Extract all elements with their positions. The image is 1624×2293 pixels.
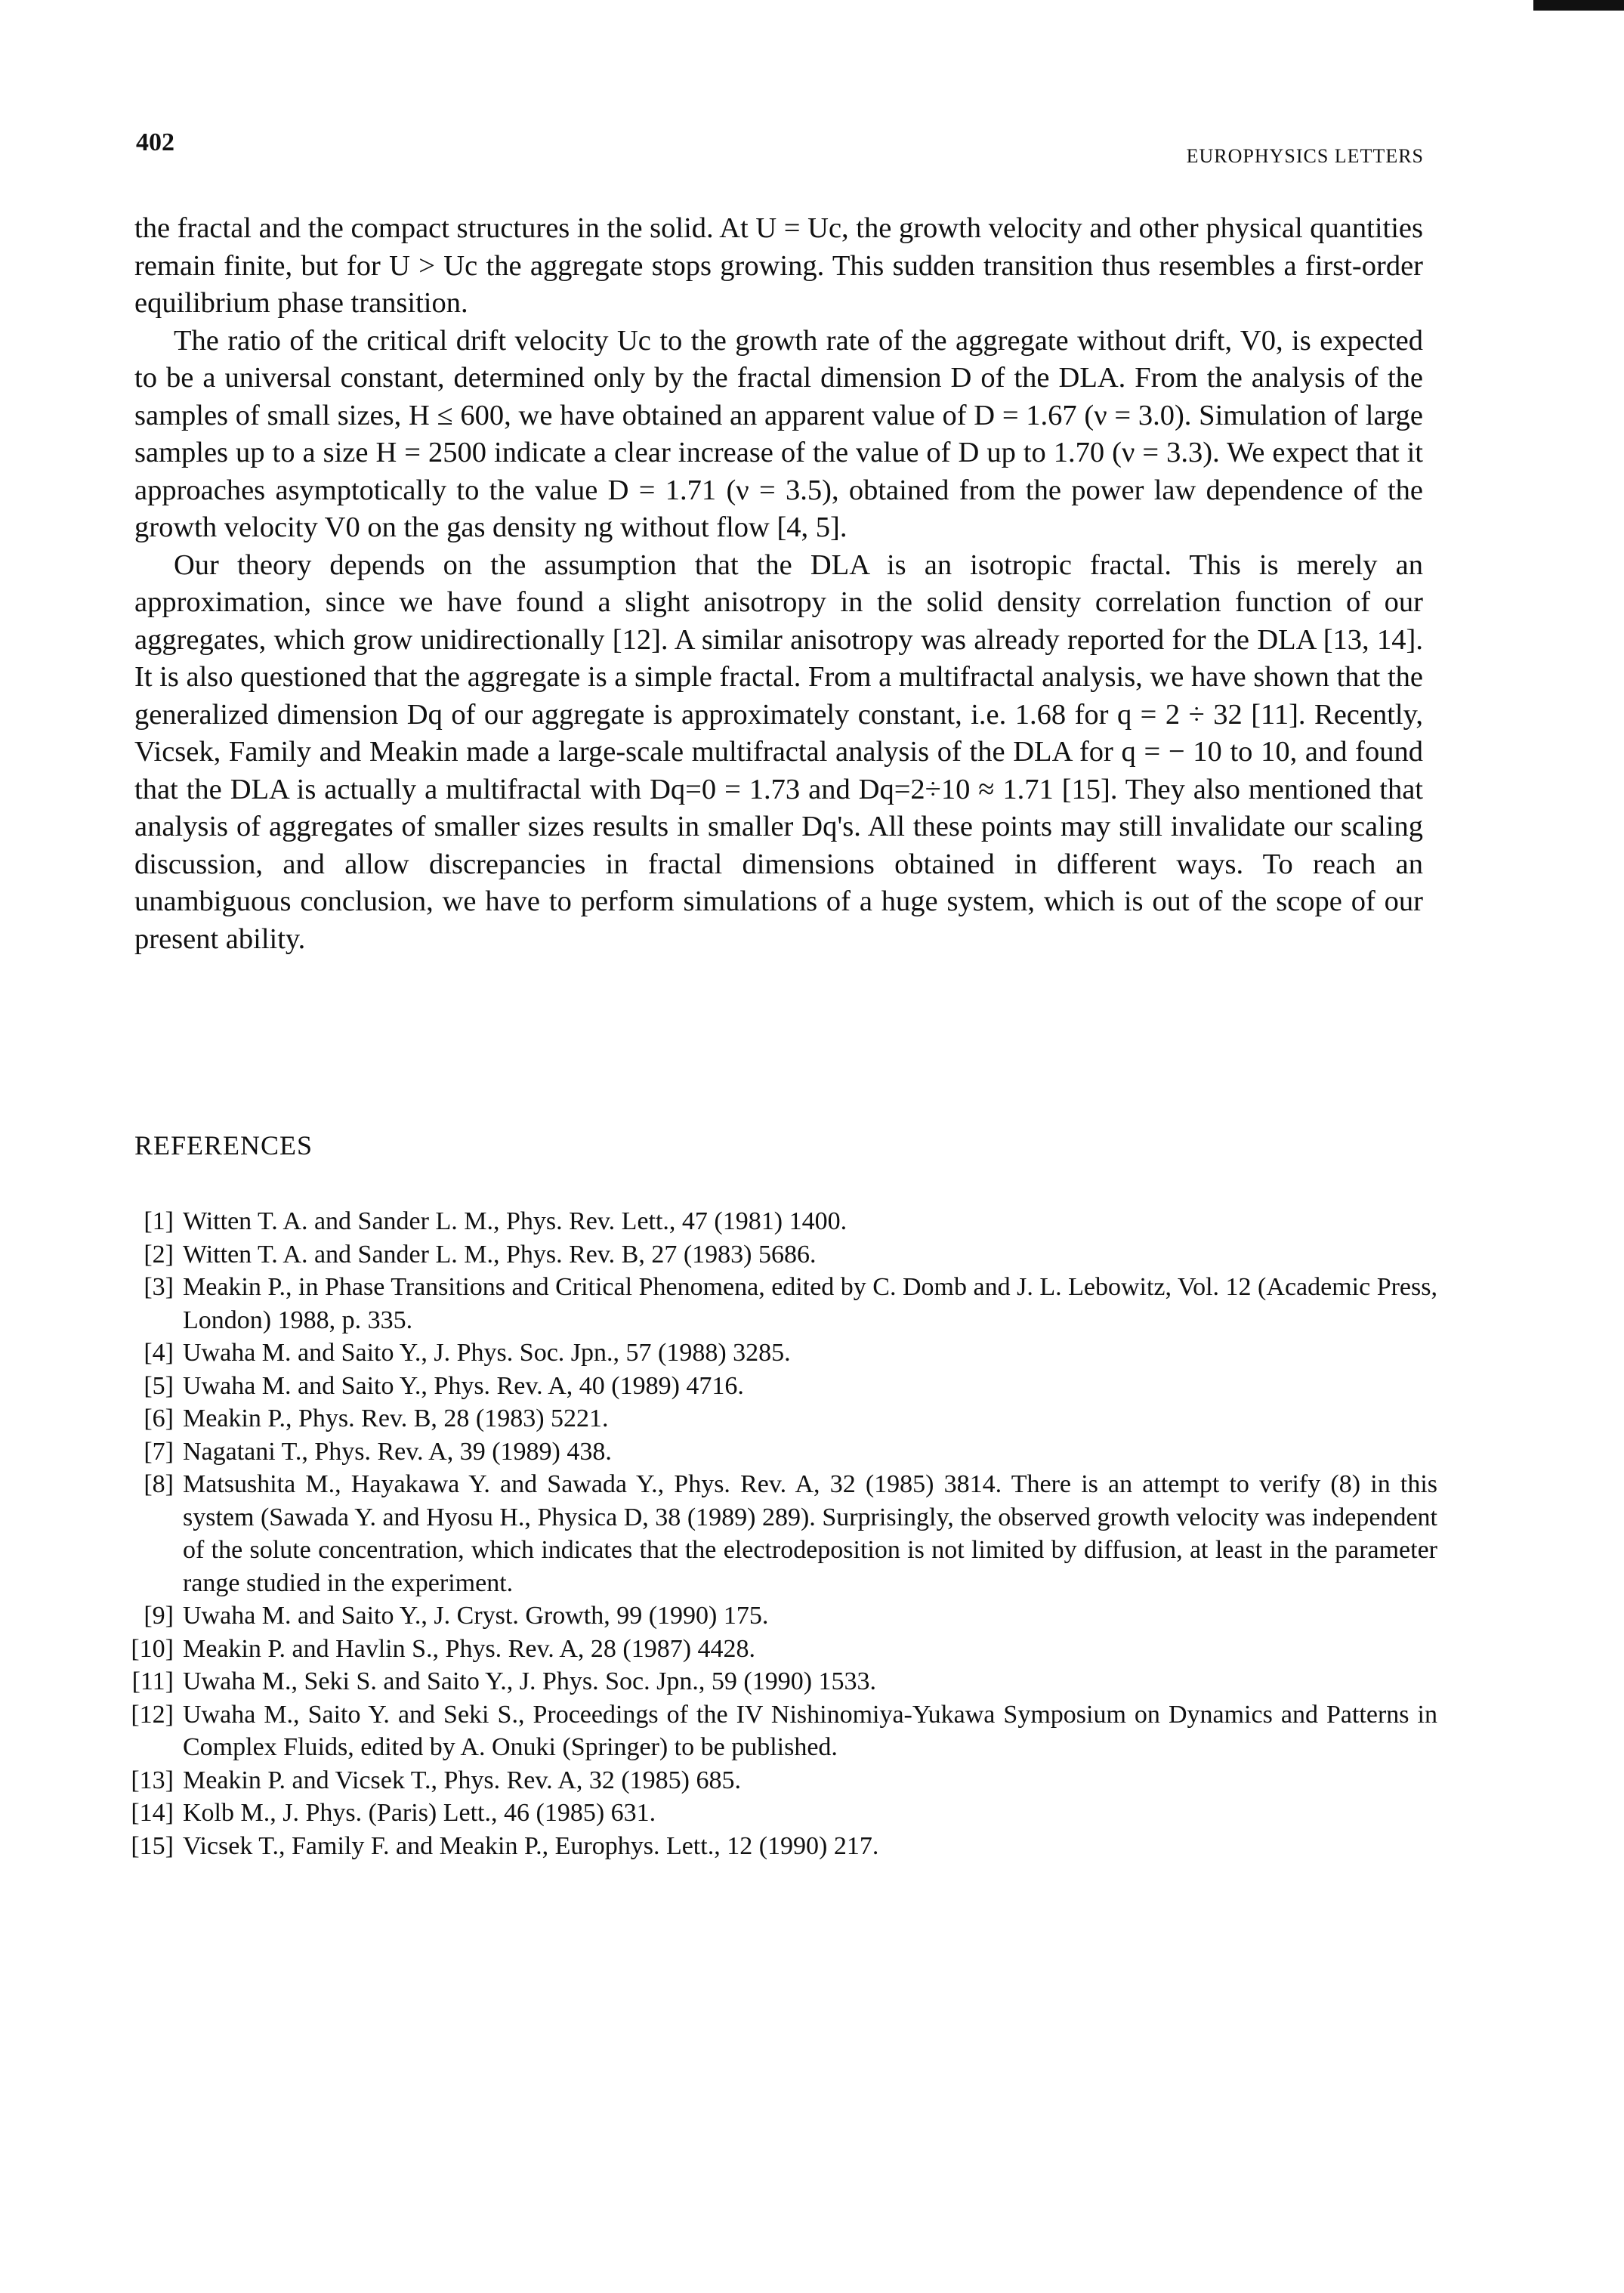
reference-item	[119, 1205, 1437, 1238]
reference-number: [7]	[144, 1437, 174, 1466]
reference-text: Witten T. A. and Sander L. M., Phys. Rev. B, 27 (1983) 5686.	[183, 1240, 817, 1269]
reference-number: [13]	[131, 1766, 174, 1794]
reference-number: [15]	[131, 1831, 174, 1860]
paragraph-2: The ratio of the critical drift velocity Uc to the growth rate of the aggregate without drift, V0, is expected to be a universal constant, determined only by the fractal dimension D of the DLA. From the analysis of the samples of small sizes, H ≤ 600, we have obtained an apparent value of D = 1.67 (ν = 3.0). Simulation of large samples up to a size H = 2500 indicate a clear increase of the value of D up to 1.70 (ν = 3.3). We expect that it approaches asymptotically to the value D = 1.71 (ν = 3.5), obtained from the power law dependence of the growth velocity V0 on the gas density ng without flow [4, 5].	[134, 324, 1423, 543]
reference-text: Witten T. A. and Sander L. M., Phys. Rev. Lett., 47 (1981) 1400.	[183, 1207, 848, 1235]
body-text	[134, 210, 1423, 958]
page-number: 402	[136, 128, 174, 156]
reference-number: [12]	[131, 1700, 174, 1729]
reference-text: Uwaha M. and Saito Y., J. Phys. Soc. Jpn., 57 (1988) 3285.	[183, 1339, 791, 1367]
paragraph-1: the fractal and the compact structures in the solid. At U = Uc, the growth velocity and other physical quantities remain finite, but for U > Uc the aggregate stops growing. This sudden transition thus resembles a first-order equilibrium phase transition.	[134, 212, 1423, 319]
reference-item	[119, 1797, 1437, 1830]
reference-text: Meakin P., in Phase Transitions and Critical Phenomena, edited by C. Domb and J. L. Lebowitz, Vol. 12 (Academic Press, London) 1988, p. 335.	[183, 1273, 1437, 1334]
running-head: EUROPHYSICS LETTERS	[1186, 145, 1424, 167]
reference-text: Kolb M., J. Phys. (Paris) Lett., 46 (1985) 631.	[183, 1799, 656, 1827]
reference-number: [10]	[131, 1634, 174, 1663]
reference-list	[119, 1205, 1437, 1862]
reference-item	[119, 1238, 1437, 1272]
reference-number: [6]	[144, 1405, 174, 1432]
reference-item	[119, 1370, 1437, 1403]
reference-item	[119, 1665, 1437, 1698]
reference-item	[119, 1337, 1437, 1370]
reference-text: Meakin P., Phys. Rev. B, 28 (1983) 5221.	[183, 1405, 609, 1432]
reference-number: [3]	[144, 1273, 174, 1301]
reference-number: [8]	[144, 1470, 174, 1498]
reference-text: Meakin P. and Havlin S., Phys. Rev. A, 28 (1987) 4428.	[183, 1634, 756, 1663]
reference-item	[119, 1698, 1437, 1764]
reference-number: [5]	[144, 1371, 174, 1400]
reference-number: [1]	[144, 1207, 174, 1235]
reference-text: Uwaha M., Saito Y. and Seki S., Proceedings of the IV Nishinomiya-Yukawa Symposium on Dynamics and Patterns in Complex Fluids, edited by A. Onuki (Springer) to be published.	[183, 1700, 1437, 1761]
reference-text: Matsushita M., Hayakawa Y. and Sawada Y., Phys. Rev. A, 32 (1985) 3814. There is an attempt to verify (8) in this system (Sawada Y. and Hyosu H., Physica D, 38 (1989) 289). Surprisingly, the observed growth velocity was independent of the solute concentration, which indicates that the electrodeposition is not limited by diffusion, at least in the parameter range studied in the experiment.	[183, 1470, 1437, 1597]
reference-number: [9]	[144, 1602, 174, 1630]
reference-item	[119, 1271, 1437, 1337]
reference-number: [11]	[131, 1667, 174, 1695]
references-heading: REFERENCES	[134, 1130, 313, 1160]
reference-number: [2]	[144, 1240, 174, 1269]
reference-item	[119, 1633, 1437, 1666]
page-edge-bar	[1533, 0, 1624, 11]
reference-text: Uwaha M. and Saito Y., J. Cryst. Growth, 99 (1990) 175.	[183, 1602, 769, 1630]
reference-item	[119, 1599, 1437, 1633]
reference-text: Meakin P. and Vicsek T., Phys. Rev. A, 32 (1985) 685.	[183, 1766, 742, 1794]
reference-item	[119, 1402, 1437, 1435]
reference-number: [4]	[144, 1339, 174, 1367]
reference-text: Nagatani T., Phys. Rev. A, 39 (1989) 438.	[183, 1437, 612, 1466]
reference-item	[119, 1830, 1437, 1863]
reference-text: Uwaha M. and Saito Y., Phys. Rev. A, 40 (1989) 4716.	[183, 1371, 744, 1400]
reference-text: Uwaha M., Seki S. and Saito Y., J. Phys. Soc. Jpn., 59 (1990) 1533.	[183, 1667, 877, 1695]
reference-number: [14]	[131, 1799, 174, 1827]
paragraph-3: Our theory depends on the assumption that the DLA is an isotropic fractal. This is merely an approximation, since we have found a slight anisotropy in the solid density correlation function of our aggregates, which grow unidirectionally [12]. A similar anisotropy was already reported for the DLA [13, 14]. It is also questioned that the aggregate is a simple fractal. From a multifractal analysis, we have shown that the generalized dimension Dq of our aggregate is approximately constant, i.e. 1.68 for q = 2 ÷ 32 [11]. Recently, Vicsek, Family and Meakin made a large-scale multifractal analysis of the DLA for q = − 10 to 10, and found that the DLA is actually a multifractal with Dq=0 = 1.73 and Dq=2÷10 ≈ 1.71 [15]. They also mentioned that analysis of aggregates of smaller sizes results in smaller Dq's. All these points may still invalidate our scaling discussion, and allow discrepancies in fractal dimensions obtained in different ways. To reach an unambiguous conclusion, we have to perform simulations of a huge system, which is out of the scope of our present ability.	[134, 549, 1423, 955]
reference-item	[119, 1764, 1437, 1797]
reference-text: Vicsek T., Family F. and Meakin P., Europhys. Lett., 12 (1990) 217.	[183, 1831, 879, 1860]
reference-item	[119, 1468, 1437, 1599]
reference-item	[119, 1435, 1437, 1469]
